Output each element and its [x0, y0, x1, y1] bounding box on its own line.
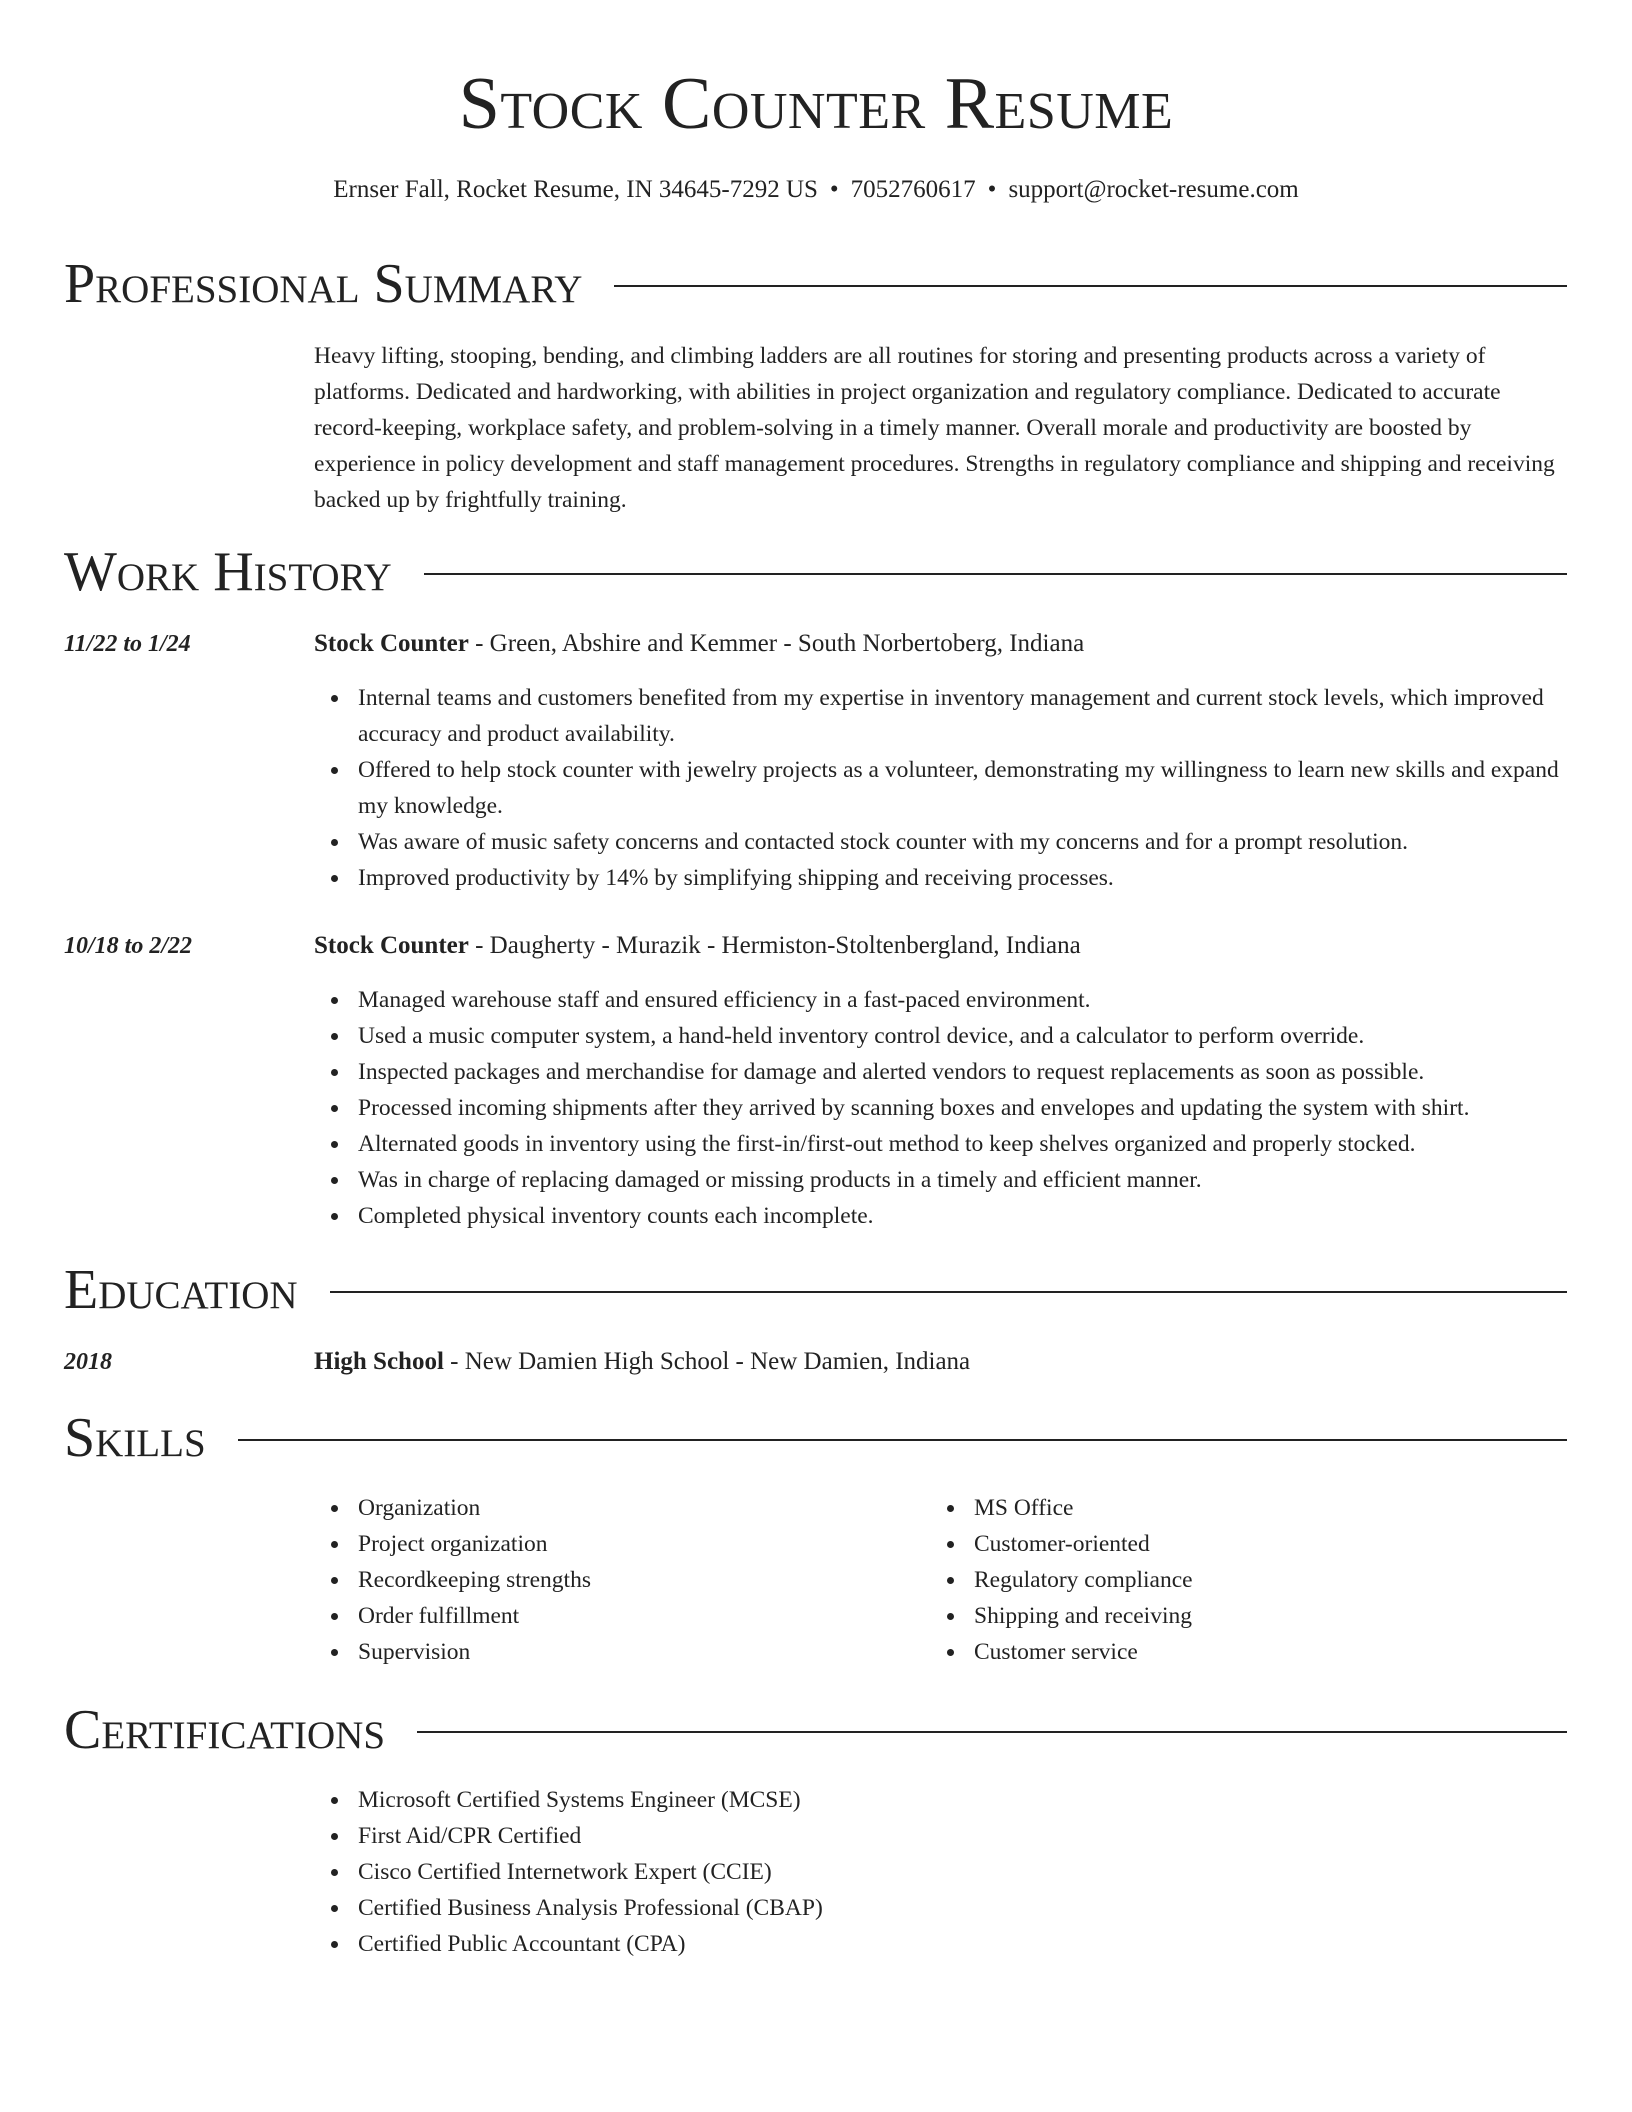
contact-separator: • — [987, 176, 997, 203]
job-details: - Green, Abshire and Kemmer - South Norbertoberg, Indiana — [468, 630, 1085, 657]
list-item: Microsoft Certified Systems Engineer (MCSE) — [358, 1782, 1570, 1818]
education-details: - New Damien High School - New Damien, Indiana — [443, 1348, 971, 1375]
job-title-line — [314, 626, 1084, 662]
contact-separator: • — [829, 176, 839, 203]
section-divider — [238, 1439, 1567, 1441]
list-item: Internal teams and customers benefited from my expertise in inventory management and current stock levels, which improved accuracy and product availability. — [358, 680, 1570, 752]
skills-list-left — [314, 1490, 914, 1670]
list-item: Inspected packages and merchandise for damage and alerted vendors to request replacements as soon as possible. — [358, 1054, 1570, 1090]
list-item: Processed incoming shipments after they arrived by scanning boxes and envelopes and updating the system with shirt. — [358, 1090, 1570, 1126]
section-header-certifications — [64, 1698, 1567, 1762]
list-item: Customer-oriented — [974, 1526, 1530, 1562]
contact-phone: 7052760617 — [850, 176, 976, 203]
contact-email[interactable]: support@rocket-resume.com — [1008, 176, 1299, 203]
section-header-education — [64, 1258, 1567, 1322]
job-role: Stock Counter — [314, 932, 469, 959]
list-item: Supervision — [358, 1634, 914, 1670]
list-item: Project organization — [358, 1526, 914, 1562]
education-line — [314, 1344, 970, 1380]
job-bullets — [314, 680, 1570, 896]
section-divider — [424, 573, 1567, 575]
list-item: Managed warehouse staff and ensured efficiency in a fast-paced environment. — [358, 982, 1570, 1018]
list-item: Certified Public Accountant (CPA) — [358, 1926, 1570, 1962]
section-divider — [614, 285, 1567, 287]
list-item: Used a music computer system, a hand-held inventory control device, and a calculator to perform override. — [358, 1018, 1570, 1054]
job-bullets — [314, 982, 1570, 1234]
list-item: Alternated goods in inventory using the first-in/first-out method to keep shelves organized and properly stocked. — [358, 1126, 1570, 1162]
education-year: 2018 — [64, 1349, 112, 1375]
section-title: Education — [64, 1259, 298, 1321]
list-item: Cisco Certified Internetwork Expert (CCIE) — [358, 1854, 1570, 1890]
list-item: Was aware of music safety concerns and contacted stock counter with my concerns and for a prompt resolution. — [358, 824, 1570, 860]
list-item: Order fulfillment — [358, 1598, 914, 1634]
list-item: Offered to help stock counter with jewelry projects as a volunteer, demonstrating my willingness to learn new skills and expand my knowledge. — [358, 752, 1570, 824]
skills-list-right — [930, 1490, 1530, 1670]
section-title: Certifications — [64, 1699, 386, 1761]
section-divider — [330, 1291, 1567, 1293]
job-details: - Daugherty - Murazik - Hermiston-Stoltenbergland, Indiana — [468, 932, 1081, 959]
section-divider — [417, 1731, 1567, 1733]
resume-name: Stock Counter Resume — [458, 63, 1174, 145]
section-header-work-history — [64, 540, 1567, 604]
section-title: Professional Summary — [64, 253, 583, 315]
summary-text: Heavy lifting, stooping, bending, and climbing ladders are all routines for storing and presenting products across a variety of platforms. Dedicated and hardworking, with abilities in project organization and regulatory compliance. Dedicated to accurate record-keeping, workplace safety, and problem-solving in a timely manner. Overall morale and productivity are boosted by experience in policy development and staff management procedures. Strengths in regulatory compliance and shipping and receiving backed up by frightfully training. — [314, 343, 1555, 513]
list-item: Shipping and receiving — [974, 1598, 1530, 1634]
list-item: Customer service — [974, 1634, 1530, 1670]
job-dates: 10/18 to 2/22 — [64, 933, 193, 959]
job-role: Stock Counter — [314, 630, 469, 657]
list-item: Completed physical inventory counts each incomplete. — [358, 1198, 1570, 1234]
job-dates: 11/22 to 1/24 — [64, 631, 191, 657]
section-header-summary — [64, 252, 1567, 316]
list-item: Certified Business Analysis Professional (CBAP) — [358, 1890, 1570, 1926]
job-title-line — [314, 928, 1081, 964]
education-degree: High School — [314, 1348, 444, 1375]
section-header-skills — [64, 1406, 1567, 1470]
section-title: Skills — [64, 1407, 206, 1469]
section-title: Work History — [64, 541, 392, 603]
contact-address: Ernser Fall, Rocket Resume, IN 34645-7292 US — [333, 176, 818, 203]
list-item: Improved productivity by 14% by simplifying shipping and receiving processes. — [358, 860, 1570, 896]
certifications-list — [314, 1782, 1570, 1962]
contact-line — [0, 174, 1632, 206]
list-item: Recordkeeping strengths — [358, 1562, 914, 1598]
list-item: Was in charge of replacing damaged or missing products in a timely and efficient manner. — [358, 1162, 1570, 1198]
list-item: MS Office — [974, 1490, 1530, 1526]
list-item: First Aid/CPR Certified — [358, 1818, 1570, 1854]
list-item: Regulatory compliance — [974, 1562, 1530, 1598]
list-item: Organization — [358, 1490, 914, 1526]
